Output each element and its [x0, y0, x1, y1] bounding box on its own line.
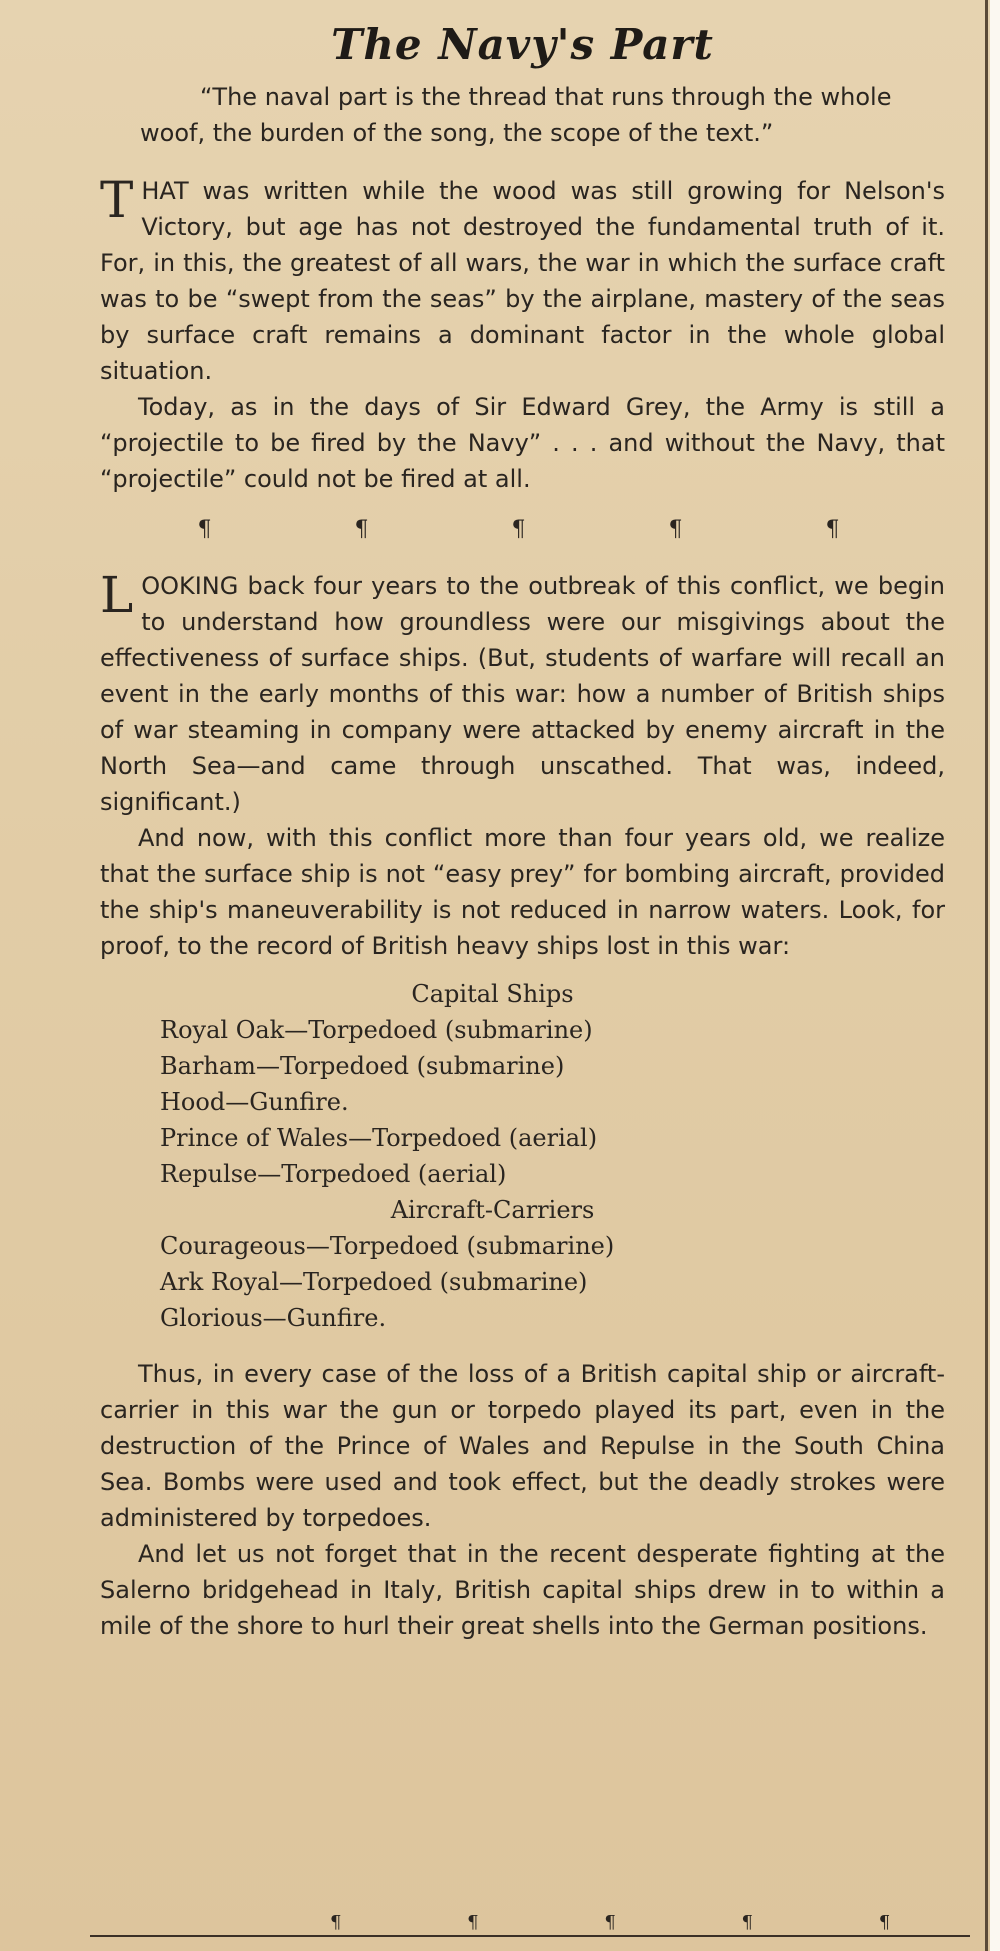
clipping-edge	[985, 0, 988, 1951]
ship-loss-list	[160, 976, 945, 1336]
list-item: Royal Oak—Torpedoed (submarine)	[160, 1016, 593, 1044]
bottom-rule	[90, 1935, 970, 1937]
list-item: Prince of Wales—Torpedoed (aerial)	[160, 1124, 598, 1152]
paragraph-6: And let us not forget that in the recent desperate fighting at the Salerno bridgehead in Italy, British capital ships drew in to within a mile of the shore to hurl their great shells into the German positions.	[100, 1540, 945, 1640]
opening-quote: “The naval part is the thread that runs through the whole woof, the burden of the song, the scope of the text.”	[140, 83, 892, 147]
paragraph-5: Thus, in every case of the loss of a British capital ship or aircraft-carrier in this war the gun or torpedo played its part, even in the destruction of the Prince of Wales and Repulse in the South China Sea. Bombs were used and took effect, but the deadly strokes were administered by torpedoes.	[100, 1360, 945, 1532]
paragraph-1	[100, 173, 945, 389]
list-item: Ark Royal—Torpedoed (submarine)	[160, 1268, 588, 1296]
drop-cap: L	[100, 566, 134, 624]
paragraph-4: And now, with this conflict more than four years old, we realize that the surface ship is not “easy prey” for bombing aircraft, provided the ship's maneuverability is not reduced in narrow waters. Look, for proof, to the record of British heavy ships lost in this war:	[100, 824, 945, 960]
article-column	[100, 20, 945, 1644]
list-item: Barham—Torpedoed (submarine)	[160, 1052, 565, 1080]
article-title: The Navy's Part	[331, 20, 714, 69]
list-item: Glorious—Gunfire.	[160, 1304, 387, 1332]
section-divider: ¶ ¶ ¶ ¶ ¶	[197, 517, 908, 542]
paragraph-3-text: OOKING back four years to the outbreak of this conflict, we begin to understand how groundless were our misgivings about the effectiveness of surface ships. (But, students of warfare will recall an event in the early months of this war: how a number of British ships of war steaming in company were attacked by enemy aircraft in the North Sea—and came through unscathed. That was, indeed, significant.)	[100, 572, 945, 816]
paragraph-2: Today, as in the days of Sir Edward Grey, the Army is still a “projectile to be fired by the Navy” . . . and without the Navy, that “projectile” could not be fired at all.	[100, 393, 945, 493]
paragraph-3	[100, 568, 945, 820]
list-item: Hood—Gunfire.	[160, 1088, 349, 1116]
drop-cap: T	[100, 171, 134, 229]
paragraph-1-text: HAT was written while the wood was still growing for Nelson's Victory, but age has not destroyed the fundamental truth of it. For, in this, the greatest of all wars, the war in which the surface craft was to be “swept from the seas” by the airplane, mastery of the seas by surface craft remains a dominant factor in the whole global situation.	[100, 177, 945, 385]
aircraft-carriers-heading: Aircraft-Carriers	[390, 1196, 595, 1224]
capital-ships-heading: Capital Ships	[411, 980, 574, 1008]
list-item: Courageous—Torpedoed (submarine)	[160, 1232, 615, 1260]
list-item: Repulse—Torpedoed (aerial)	[160, 1160, 507, 1188]
bottom-divider: ¶ ¶ ¶ ¶ ¶	[330, 1912, 951, 1933]
